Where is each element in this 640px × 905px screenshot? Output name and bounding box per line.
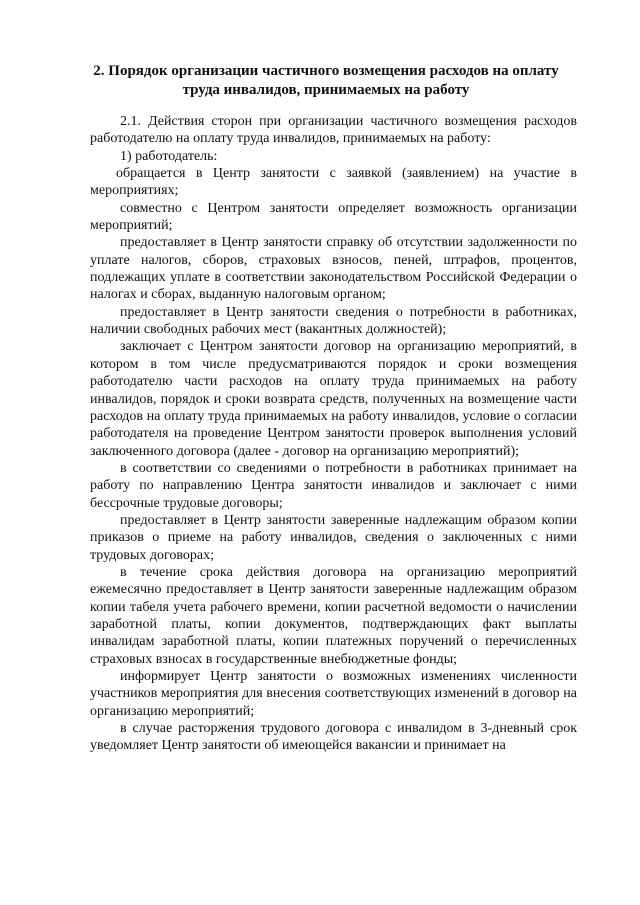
paragraph-headcount-changes: информирует Центр занятости о возможных изменениях численности участников мероприятия для внесения соответствующих изменений в договор на организацию мероприятий; [90,669,577,719]
section-title-line-1: 2. Порядок организации частичного возмещения расходов на оплату [93,63,559,79]
paragraph-application: обращается в Центр занятости с заявкой (заявлением) на участие в мероприятиях; [90,166,577,199]
paragraph-hiring: в соответствии со сведениями о потребности в работниках принимает на работу по направлению Центра занятости инвалидов и заключает с ними бессрочные трудовые договоры; [90,460,577,511]
section-title-line-2: труда инвалидов, принимаемых на работу [182,82,470,98]
paragraph-staffing-needs: предоставляет в Центр занятости сведения о потребности в работниках, наличии свободных рабочих мест (вакантных должностей); [90,304,577,338]
paragraph-tax-certificate: предоставляет в Центр занятости справку об отсутствии задолженности по уплате налогов, сборов, страховых взносов, пеней, штрафов, процентов, подлежащих уплате в соответствии законодательством Российской Федерации о налогах и сборах, выданную налоговым органом; [90,235,577,303]
paragraph-2-1: 2.1. Действия сторон при организации частичного возмещения расходов работодателю на оплату труда инвалидов, принимаемых на работу: [90,114,577,147]
paragraph-employer-intro: 1) работодатель: [120,148,218,164]
paragraph-termination: в случае расторжения трудового договора с инвалидом в 3-дневный срок уведомляет Центр занятости об имеющейся вакансии и принимает на [90,721,577,754]
paragraph-monthly-reports: в течение срока действия договора на организацию мероприятий ежемесячно предоставляет в Центр занятости заверенные надлежащим образом копии табеля учета рабочего времени, копии расчетной ведомости о начислении заработной платы, копии документов, подтверждающих факт выплаты инвалидам заработной платы, копии платежных поручений о перечисленных страховых взносах в государственные внебюджетные фонды; [90,564,577,667]
section-heading [76,62,576,100]
paragraph-contract: заключает с Центром занятости договор на организацию мероприятий, в котором в том числе предусматриваются порядок и сроки возмещения работодателю части расходов на оплату труда принимаемых на работу инвалидов, порядок и сроки возврата средств, полученных на возмещение части расходов на оплату труда принимаемых на работу инвалидов, условие о согласии работодателя на проведение Центром занятости проверок выполнения условий заключенного договора (далее - договор на организацию мероприятий); [90,339,577,459]
paragraph-joint-determination: совместно с Центром занятости определяет возможность организации мероприятий; [90,200,577,234]
paragraph-order-copies: предоставляет в Центр занятости заверенные надлежащим образом копии приказов о приеме на работу инвалидов, сведения о заключенных с ними трудовых договорах; [90,512,577,563]
section-body [90,113,577,755]
